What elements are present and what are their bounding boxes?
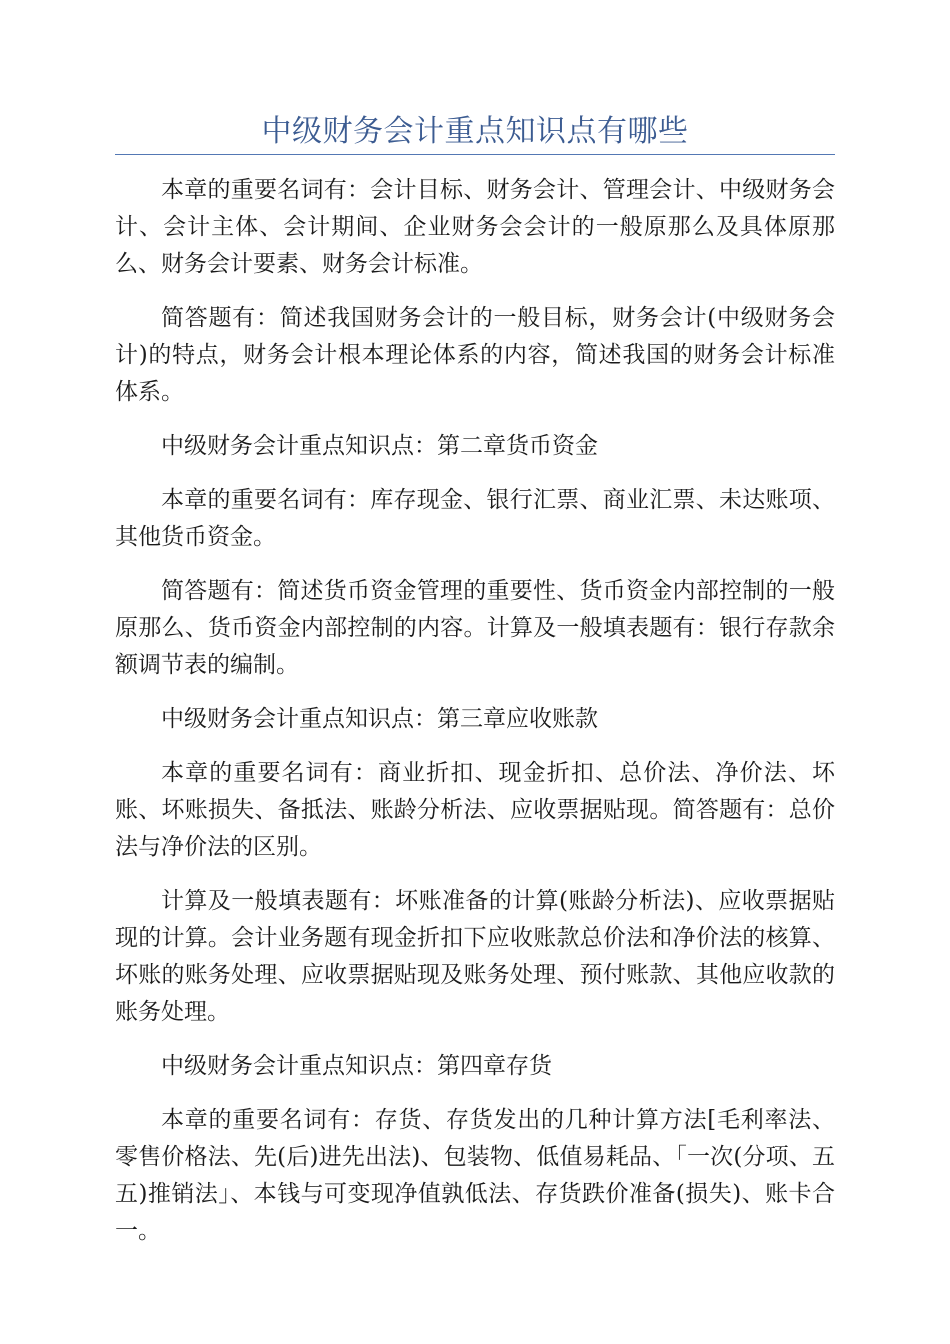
section-heading-chapter2: 中级财务会计重点知识点：第二章货币资金: [161, 433, 598, 459]
paragraph-chapter3-terms: 本章的重要名词有：商业折扣、现金折扣、总价法、净价法、坏账、坏账损失、备抵法、账龄分析法、应收票据贴现。简答题有：总价法与净价法的区别。: [115, 760, 835, 860]
document-body: [115, 172, 835, 1267]
title-underline: [115, 154, 835, 155]
paragraph-chapter2-terms: 本章的重要名词有：库存现金、银行汇票、商业汇票、未达账项、其他货币资金。: [115, 487, 835, 550]
paragraph-chapter1-questions: 简答题有：简述我国财务会计的一般目标，财务会计(中级财务会计)的特点，财务会计根本理论体系的内容，简述我国的财务会计标准体系。: [115, 305, 835, 405]
section-heading-chapter3: 中级财务会计重点知识点：第三章应收账款: [161, 706, 598, 732]
document-title: 中级财务会计重点知识点有哪些: [261, 114, 689, 149]
paragraph-chapter2-questions: 简答题有：简述货币资金管理的重要性、货币资金内部控制的一般原那么、货币资金内部控制的内容。计算及一般填表题有：银行存款余额调节表的编制。: [115, 578, 835, 678]
section-heading-chapter4: 中级财务会计重点知识点：第四章存货: [161, 1053, 552, 1079]
paragraph-chapter1-terms: 本章的重要名词有：会计目标、财务会计、管理会计、中级财务会计、会计主体、会计期间、企业财务会会计的一般原那么及具体原那么、财务会计要素、财务会计标准。: [115, 177, 835, 277]
paragraph-chapter4-terms: 本章的重要名词有：存货、存货发出的几种计算方法[毛利率法、零售价格法、先(后)进先出法)、包装物、低值易耗品、「一次(分项、五五)推销法」、本钱与可变现净值孰低法、存货跌价准备(损失)、账卡合一。: [115, 1107, 835, 1244]
paragraph-chapter3-calculations: 计算及一般填表题有：坏账准备的计算(账龄分析法)、应收票据贴现的计算。会计业务题有现金折扣下应收账款总价法和净价法的核算、坏账的账务处理、应收票据贴现及账务处理、预付账款、其他应收款的账务处理。: [115, 888, 835, 1025]
